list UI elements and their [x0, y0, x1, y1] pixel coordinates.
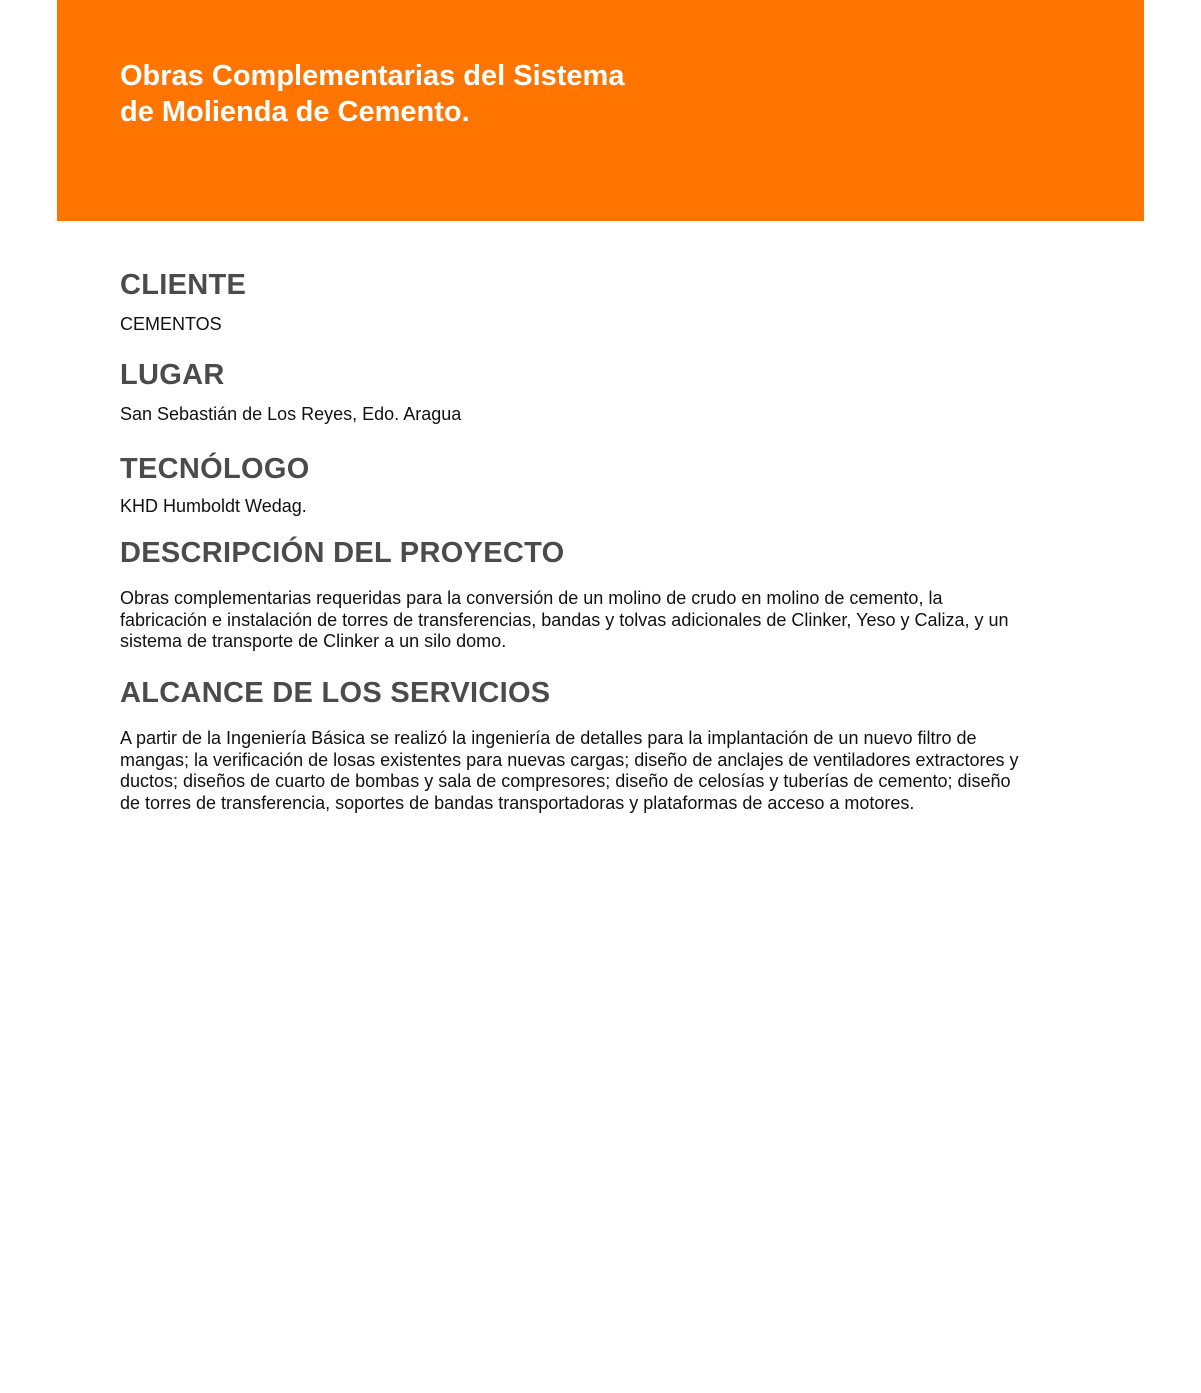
- header-banner: [57, 0, 1144, 221]
- cliente-value: CEMENTOS: [120, 314, 222, 334]
- tecnologo-value: KHD Humboldt Wedag.: [120, 496, 307, 516]
- descripcion-text: Obras complementarias requeridas para la conversión de un molino de crudo en molino de cemento, la fabricación e instalación de torres de transferencias, bandas y tolvas adicionales de Clinker, Yeso y Caliza, y un sistema de transporte de Clinker a un silo domo.: [120, 588, 1009, 652]
- page-title-line-1: Obras Complementarias del Sistema: [120, 60, 625, 92]
- lugar-heading: LUGAR: [120, 359, 225, 391]
- page-title-line-2: de Molienda de Cemento.: [120, 96, 470, 128]
- alcance-heading: ALCANCE DE LOS SERVICIOS: [120, 677, 551, 709]
- lugar-value: San Sebastián de Los Reyes, Edo. Aragua: [120, 404, 462, 424]
- page-title: [120, 58, 740, 130]
- tecnologo-heading: TECNÓLOGO: [120, 453, 310, 485]
- alcance-text: A partir de la Ingeniería Básica se realizó la ingeniería de detalles para la implantación de un nuevo filtro de mangas; la verificación de losas existentes para nuevas cargas; diseño de anclajes de ventiladores extractores y ductos; diseños de cuarto de bombas y sala de compresores; diseño de celosías y tuberías de cemento; diseño de torres de transferencia, soportes de bandas transportadoras y plataformas de acceso a motores.: [120, 728, 1019, 814]
- cliente-heading: CLIENTE: [120, 269, 247, 301]
- descripcion-heading: DESCRIPCIÓN DEL PROYECTO: [120, 537, 565, 569]
